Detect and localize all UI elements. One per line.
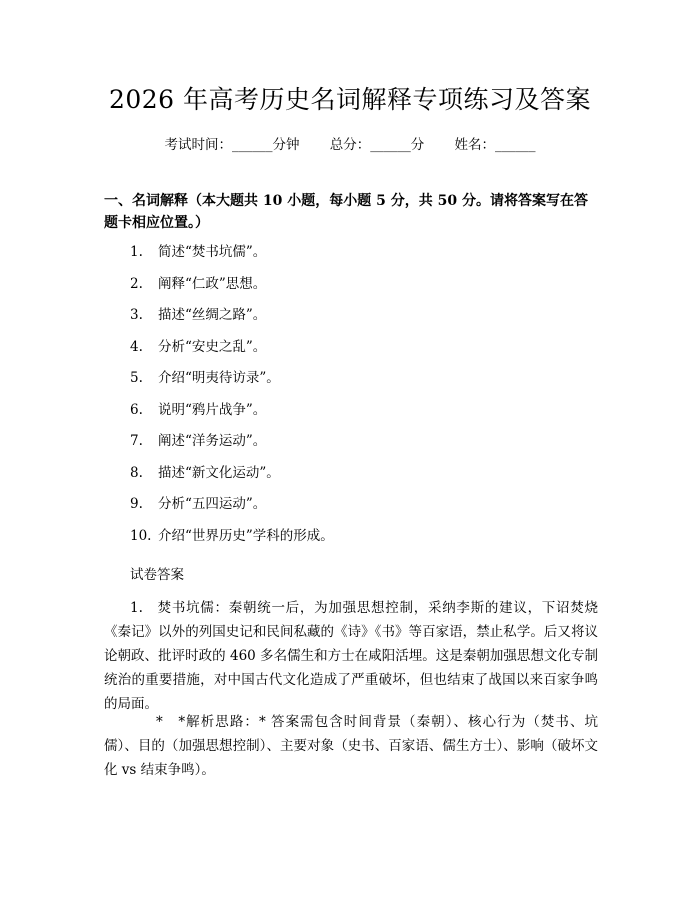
answer-paragraph bbox=[104, 596, 598, 716]
question-item bbox=[130, 463, 334, 495]
student-name: 姓名：______ bbox=[454, 137, 536, 153]
answer-number: 1. bbox=[130, 600, 143, 616]
question-text: 描述“丝绸之路”。 bbox=[158, 307, 267, 323]
question-text: 分析“五四运动”。 bbox=[158, 496, 267, 512]
question-number: 7. bbox=[130, 433, 143, 449]
question-number: 3. bbox=[130, 307, 143, 323]
question-number: 4. bbox=[130, 338, 143, 355]
question-item bbox=[130, 337, 334, 369]
question-text: 介绍“明夷待访录”。 bbox=[158, 370, 280, 386]
question-item bbox=[130, 305, 334, 337]
exam-meta bbox=[0, 133, 700, 153]
question-item bbox=[130, 368, 334, 400]
question-number: 10. bbox=[130, 527, 152, 544]
page-title: 2026 年高考历史名词解释专项练习及答案 bbox=[108, 85, 592, 114]
question-item bbox=[130, 526, 334, 558]
question-text: 阐述“洋务运动”。 bbox=[158, 433, 267, 449]
question-item bbox=[130, 431, 334, 463]
question-number: 5. bbox=[130, 370, 143, 386]
answers-heading: 试卷答案 bbox=[130, 567, 184, 583]
question-item bbox=[130, 274, 334, 306]
question-item bbox=[130, 242, 334, 274]
total-score: 总分：______分 bbox=[329, 137, 425, 153]
question-number: 2. bbox=[130, 275, 143, 292]
question-list bbox=[130, 242, 334, 557]
question-text: 描述“新文化运动”。 bbox=[158, 464, 280, 481]
question-number: 6. bbox=[130, 401, 143, 418]
answer-text: 焚书坑儒：秦朝统一后，为加强思想控制，采纳李斯的建议，下诏焚烧《秦记》以外的列国史记和民间私藏的《诗》《书》等百家语，禁止私学。后又将议论朝政、批评时政的 460 多名儒生和方士在咸阳活埋。这是秦朝加强思想文化专制统治的重要措施，对中国古代文化造成了严重破坏，但也结束了战国以来百家争鸣的局面。 bbox=[104, 600, 598, 712]
question-text: 简述“焚书坑儒”。 bbox=[158, 244, 267, 260]
exam-time: 考试时间：______分钟 bbox=[164, 137, 300, 153]
question-number: 8. bbox=[130, 464, 143, 481]
question-item bbox=[130, 494, 334, 526]
question-text: 说明“鸦片战争”。 bbox=[158, 401, 267, 418]
question-number: 1. bbox=[130, 244, 143, 260]
question-number: 9. bbox=[130, 496, 143, 512]
question-text: 介绍“世界历史”学科的形成。 bbox=[158, 527, 334, 544]
question-item bbox=[130, 400, 334, 432]
question-text: 分析“安史之乱”。 bbox=[158, 338, 267, 355]
analysis-paragraph: * *解析思路：* 答案需包含时间背景（秦朝）、核心行为（焚书、坑儒）、目的（加强思想控制）、主要对象（史书、百家语、儒生方士）、影响（破坏文化 vs 结束争鸣）。 bbox=[104, 714, 598, 778]
question-text: 阐释“仁政”思想。 bbox=[158, 275, 267, 292]
section-heading: 一、名词解释（本大题共 10 小题，每小题 5 分，共 50 分。请将答案写在答题卡相应位置。） bbox=[104, 193, 588, 231]
